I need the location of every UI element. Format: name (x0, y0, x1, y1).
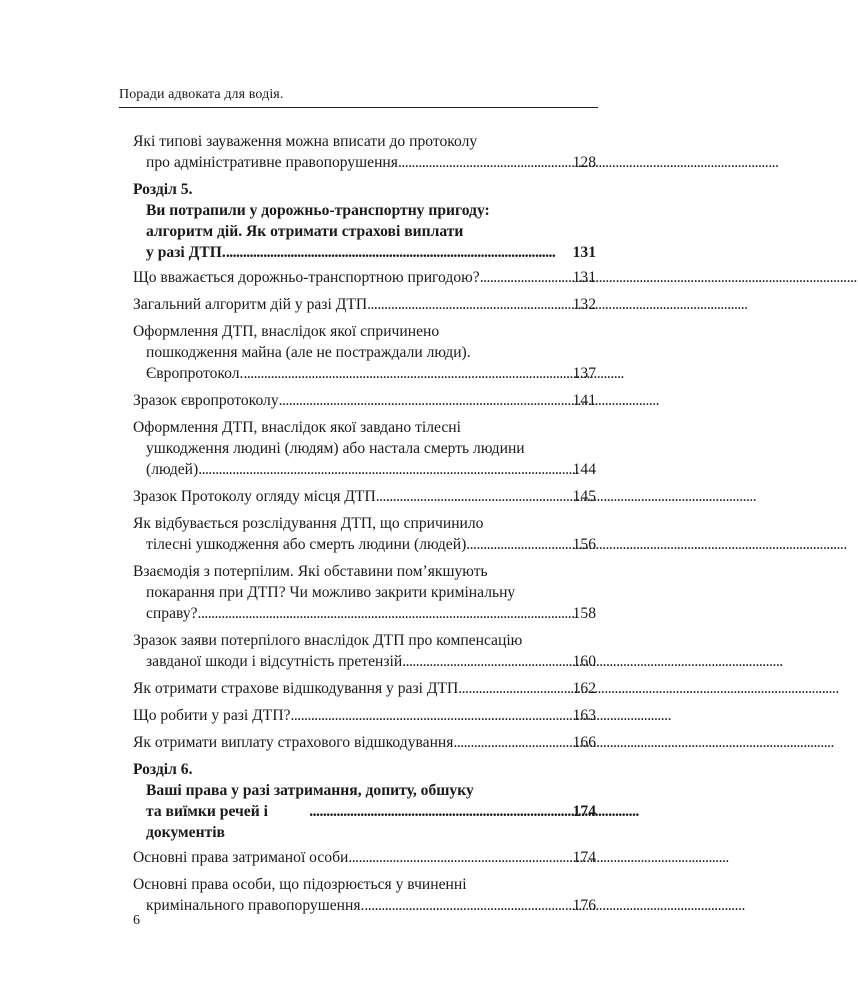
toc-line: Основні права затриманої особи (133, 849, 349, 866)
toc-line: Як відбувається розслідування ДТП, що спричинило (133, 515, 484, 532)
toc-line: Ваші права у разі затримання, допиту, обшуку (146, 782, 474, 799)
dot-leader (309, 801, 570, 822)
toc-leader-row (133, 390, 596, 411)
toc-line: Що вважається дорожньо-транспортною пригодою? (133, 269, 480, 286)
toc-section (133, 179, 596, 263)
toc-line: справу? (146, 605, 198, 622)
toc-page-number: 144 (572, 461, 596, 478)
toc-page-number: 131 (572, 244, 596, 261)
toc-leader-row (133, 294, 596, 315)
toc-leader-row (133, 267, 596, 288)
toc-line: покарання при ДТП? Чи можливо закрити кримінальну (146, 584, 516, 601)
toc-line: та виїмки речей і документів (146, 803, 268, 841)
section-label: Розділ 6. (133, 761, 193, 778)
toc-page-number: 174 (572, 849, 596, 866)
toc-line: завданої шкоди і відсутність претензій (146, 653, 403, 670)
toc-line: у разі ДТП. (146, 244, 226, 261)
toc-line: Оформлення ДТП, внаслідок якої спричинено (133, 323, 440, 340)
dot-leader (453, 732, 570, 753)
toc-leader-row (133, 486, 596, 507)
toc-line: кримінального правопорушення. (146, 897, 365, 914)
toc-page-number: 156 (572, 536, 596, 553)
toc-leader-row (133, 459, 596, 480)
toc-leader-row (133, 363, 596, 384)
dot-leader (291, 705, 571, 726)
toc-leader-row (133, 847, 596, 868)
dot-leader (198, 459, 570, 480)
toc-line: Як отримати виплату страхового відшкодування (133, 734, 454, 751)
toc-line: тілесні ушкодження або смерть людини (людей) (146, 536, 467, 553)
toc-entry (133, 630, 596, 672)
toc-section (133, 759, 596, 843)
toc-page-number: 174 (572, 803, 596, 820)
dot-leader (480, 267, 571, 288)
toc-entry (133, 294, 596, 315)
toc-page-number: 131 (572, 269, 596, 286)
dot-leader (458, 678, 570, 699)
header-rule (119, 107, 598, 108)
toc-line: про адміністративне правопорушення (146, 154, 398, 171)
toc-leader-row (133, 651, 596, 672)
section-label: Розділ 5. (133, 181, 193, 198)
toc-line: Зразок заяви потерпілого внаслідок ДТП про компенсацію (133, 632, 523, 649)
toc-line: Оформлення ДТП, внаслідок якої завдано тілесні (133, 419, 461, 436)
toc-line: Ви потрапили у дорожньо-транспортну пригоду: (146, 202, 490, 219)
toc-page-number: 128 (572, 154, 596, 171)
toc-page-number: 137 (572, 365, 596, 382)
toc-page-number: 162 (572, 680, 596, 697)
toc-entry (133, 513, 596, 555)
dot-leader (364, 895, 570, 916)
dot-leader (198, 603, 571, 624)
toc-leader-row (133, 242, 596, 263)
dot-leader (402, 651, 570, 672)
running-head: Поради адвоката для водія. (119, 87, 284, 102)
toc-leader-row (133, 732, 596, 753)
toc-entry (133, 678, 596, 699)
toc-line: пошкодження майна (але не постраждали люди). (146, 344, 471, 361)
page-number: 6 (133, 913, 140, 928)
toc-line: Основні права особи, що підозрюється у вчиненні (133, 876, 467, 893)
toc-line: Європротокол. (146, 365, 244, 382)
toc-leader-row (133, 705, 596, 726)
toc-leader-row (133, 895, 596, 916)
toc-entry (133, 390, 596, 411)
toc-entry (133, 874, 596, 916)
toc-line: (людей) (146, 461, 199, 478)
dot-leader (398, 152, 571, 173)
toc-page-number: 160 (572, 653, 596, 670)
toc-line: ушкодження людині (людям) або настала смерть людини (146, 440, 525, 457)
toc-line: Які типові зауваження можна вписати до протоколу (133, 133, 478, 150)
toc-entry (133, 267, 596, 288)
dot-leader (367, 294, 570, 315)
toc-page-number: 166 (572, 734, 596, 751)
toc-page-number: 132 (572, 296, 596, 313)
toc-entry (133, 486, 596, 507)
toc-leader-row (133, 801, 596, 843)
toc-page-number: 158 (572, 605, 596, 622)
toc-page-number: 145 (572, 488, 596, 505)
toc-entry (133, 561, 596, 624)
toc-entry (133, 847, 596, 868)
toc-page-number: 141 (572, 392, 596, 409)
dot-leader (376, 486, 571, 507)
toc-entry (133, 131, 596, 173)
toc-line: алгоритм дій. Як отримати страхові виплати (146, 223, 464, 240)
dot-leader (226, 242, 571, 263)
toc-line: Взаємодія з потерпілим. Які обставини пом’якшують (133, 563, 488, 580)
toc-leader-row (133, 152, 596, 173)
dot-leader (348, 847, 570, 868)
dot-leader (279, 390, 571, 411)
toc-page-number: 176 (572, 897, 596, 914)
dot-leader (466, 534, 570, 555)
toc-page-number: 163 (572, 707, 596, 724)
dot-leader (243, 363, 570, 384)
toc-line: Загальний алгоритм дій у разі ДТП (133, 296, 368, 313)
table-of-contents (133, 131, 596, 922)
toc-entry (133, 705, 596, 726)
toc-line: Зразок європротоколу (133, 392, 279, 409)
toc-line: Як отримати страхове відшкодування у разі ДТП (133, 680, 459, 697)
toc-leader-row (133, 534, 596, 555)
toc-entry (133, 417, 596, 480)
toc-entry (133, 321, 596, 384)
toc-entry (133, 732, 596, 753)
toc-leader-row (133, 603, 596, 624)
toc-leader-row (133, 678, 596, 699)
toc-line: Що робити у разі ДТП? (133, 707, 291, 724)
toc-line: Зразок Протоколу огляду місця ДТП (133, 488, 376, 505)
